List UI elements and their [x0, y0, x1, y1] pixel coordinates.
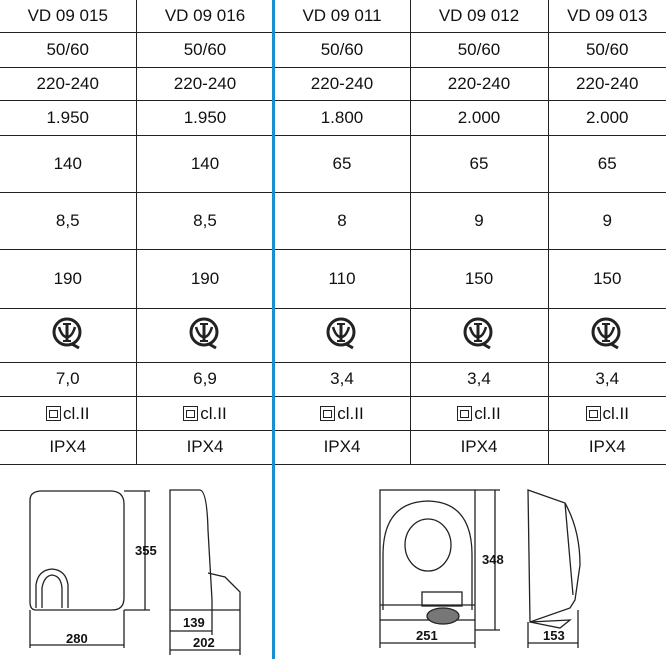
table-cell: 3,4: [274, 362, 410, 396]
table-row: [0, 32, 666, 67]
table-row: [0, 67, 666, 100]
table-cell: IPX4: [274, 430, 410, 464]
dryer-left-front-drawing: [30, 491, 150, 648]
class-label: cl.II: [337, 403, 364, 423]
table-cell: 220-240: [0, 67, 136, 100]
class-label: cl.II: [63, 403, 90, 423]
table-cell: 1.950: [136, 100, 274, 135]
imq-mark-icon: [274, 308, 410, 362]
table-row: [0, 308, 666, 362]
table-cell: 1.950: [0, 100, 136, 135]
dim-right-width: 251: [416, 628, 438, 643]
table-cell: 220-240: [410, 67, 548, 100]
table-cell: 190: [0, 249, 136, 308]
table-cell: 110: [274, 249, 410, 308]
table-cell: 50/60: [274, 32, 410, 67]
table-cell: 50/60: [410, 32, 548, 67]
table-cell: 8: [274, 192, 410, 249]
table-cell: IPX4: [0, 430, 136, 464]
imq-mark-icon: [136, 308, 274, 362]
column-header: VD 09 016: [136, 0, 274, 32]
column-header: VD 09 015: [0, 0, 136, 32]
column-header: VD 09 011: [274, 0, 410, 32]
dim-left-depth: 202: [193, 635, 215, 650]
double-insulation-icon: [46, 406, 61, 421]
table-row: [0, 135, 666, 192]
table-cell: 150: [410, 249, 548, 308]
class-ii-cell: [274, 396, 410, 430]
dim-left-height: 355: [135, 543, 157, 558]
class-ii-cell: [410, 396, 548, 430]
table-cell: 3,4: [548, 362, 666, 396]
table-row: [0, 362, 666, 396]
dim-left-depth-inner: 139: [183, 615, 205, 630]
table-cell: 140: [0, 135, 136, 192]
table-cell: 65: [274, 135, 410, 192]
column-header: VD 09 012: [410, 0, 548, 32]
table-cell: 1.800: [274, 100, 410, 135]
table-cell: 150: [548, 249, 666, 308]
table-row: [0, 249, 666, 308]
table-cell: 9: [410, 192, 548, 249]
table-cell: 8,5: [136, 192, 274, 249]
table-cell: IPX4: [548, 430, 666, 464]
dim-left-width: 280: [66, 631, 88, 646]
dim-right-height: 348: [482, 552, 504, 567]
double-insulation-icon: [586, 406, 601, 421]
double-insulation-icon: [183, 406, 198, 421]
double-insulation-icon: [320, 406, 335, 421]
table-cell: 140: [136, 135, 274, 192]
table-cell: 50/60: [548, 32, 666, 67]
class-label: cl.II: [602, 403, 629, 423]
dim-right-depth: 153: [543, 628, 565, 643]
table-cell: 50/60: [136, 32, 274, 67]
column-header: VD 09 013: [548, 0, 666, 32]
header-row: [0, 0, 666, 32]
imq-mark-icon: [0, 308, 136, 362]
class-ii-cell: [548, 396, 666, 430]
table-cell: 2.000: [410, 100, 548, 135]
class-label: cl.II: [200, 403, 227, 423]
table-cell: IPX4: [136, 430, 274, 464]
class-label: cl.II: [474, 403, 501, 423]
table-cell: 65: [410, 135, 548, 192]
table-cell: 9: [548, 192, 666, 249]
table-cell: 8,5: [0, 192, 136, 249]
table-cell: 190: [136, 249, 274, 308]
table-cell: 3,4: [410, 362, 548, 396]
class-ii-cell: [0, 396, 136, 430]
imq-mark-icon: [548, 308, 666, 362]
table-cell: 220-240: [548, 67, 666, 100]
table-cell: 220-240: [136, 67, 274, 100]
table-cell: 7,0: [0, 362, 136, 396]
dryer-right-side-drawing: [528, 490, 580, 648]
table-row: [0, 100, 666, 135]
table-row: [0, 396, 666, 430]
product-drawings: [0, 470, 666, 659]
table-cell: 6,9: [136, 362, 274, 396]
table-cell: 65: [548, 135, 666, 192]
imq-mark-icon: [410, 308, 548, 362]
table-row: [0, 430, 666, 464]
dryer-right-front-drawing: [380, 490, 500, 648]
class-ii-cell: [136, 396, 274, 430]
table-cell: 50/60: [0, 32, 136, 67]
double-insulation-icon: [457, 406, 472, 421]
dryer-left-side-drawing: [170, 490, 240, 655]
table-cell: IPX4: [410, 430, 548, 464]
table-cell: 2.000: [548, 100, 666, 135]
table-row: [0, 192, 666, 249]
table-cell: 220-240: [274, 67, 410, 100]
